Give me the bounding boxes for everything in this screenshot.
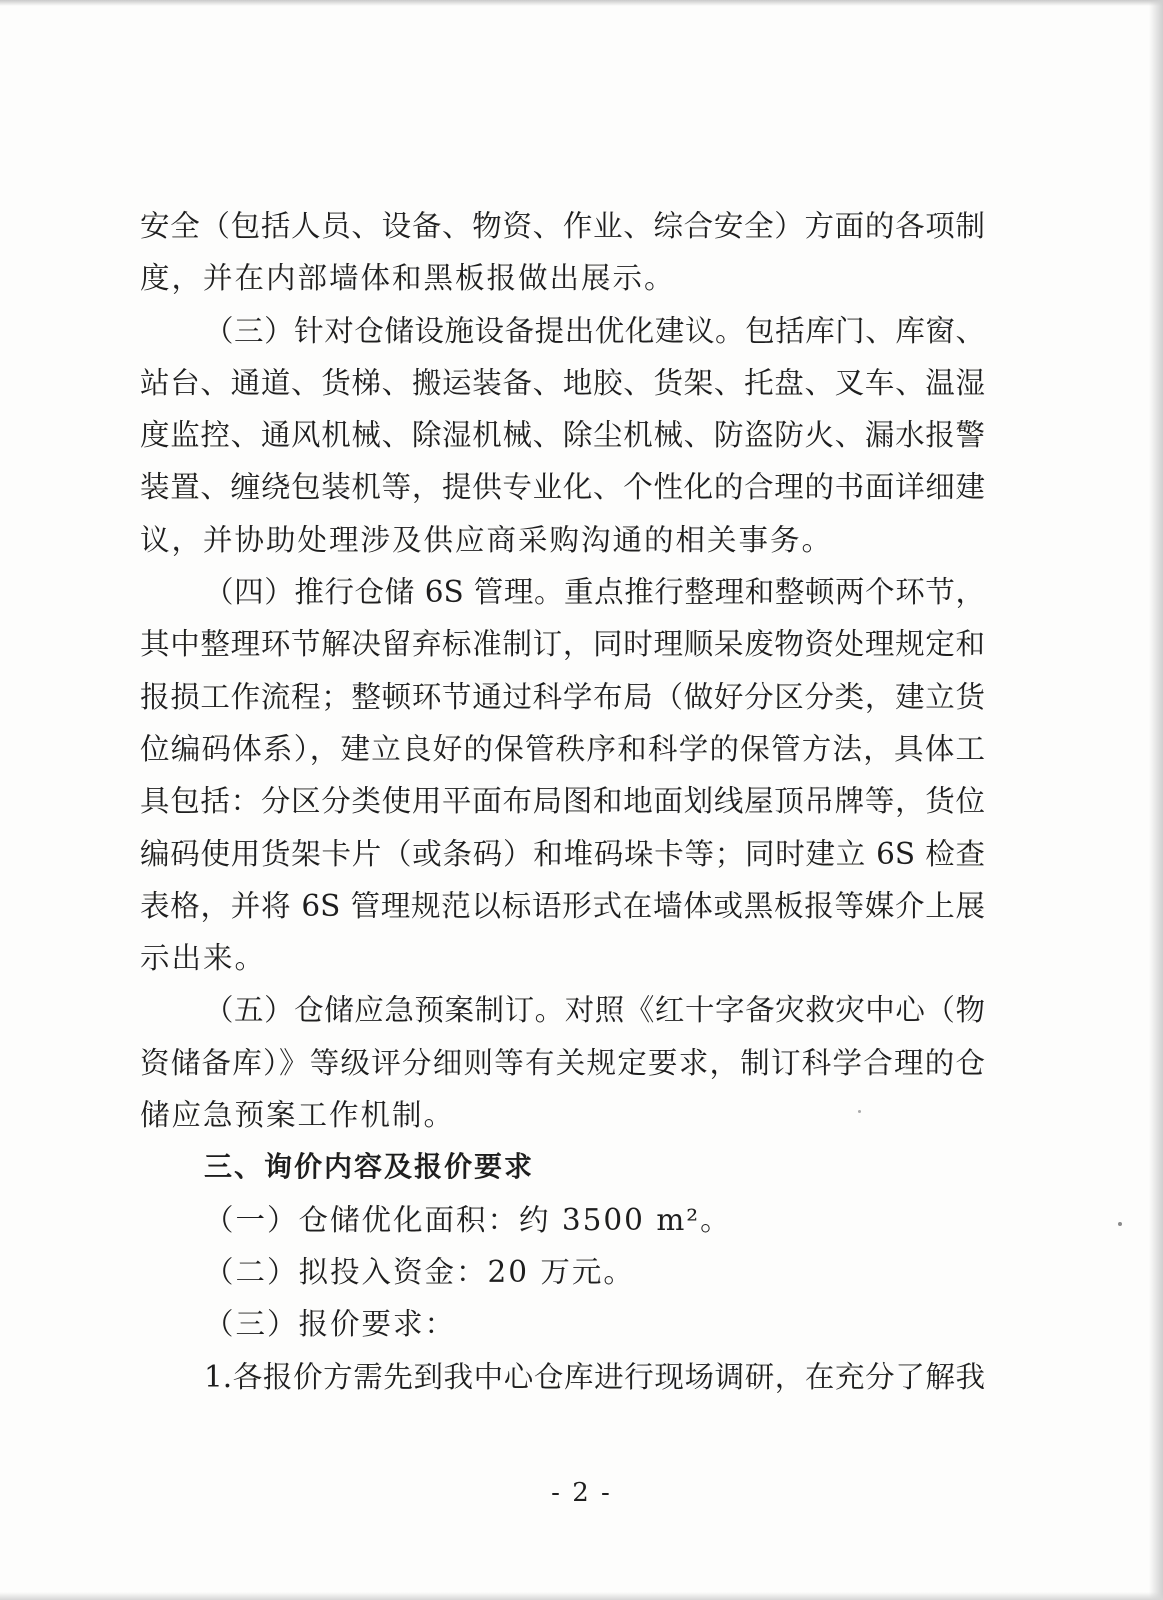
text-line: 资储备库）》等级评分细则等有关规定要求，制订科学合理的仓 [140, 1045, 985, 1080]
numbered-item-1: 1.各报价方需先到我中心仓库进行现场调研，在充分了解我 [204, 1359, 985, 1394]
text-line: 装置、缠绕包装机等，提供专业化、个性化的合理的书面详细建 [140, 470, 985, 505]
text-line: 站台、通道、货梯、搬运装备、地胶、货架、托盘、叉车、温湿 [140, 365, 985, 400]
text-line: 议，并协助处理涉及供应商采购沟通的相关事务。 [140, 522, 834, 557]
text-line: 位编码体系），建立良好的保管秩序和科学的保管方法，具体工 [140, 731, 985, 766]
page-number: - 2 - [551, 1478, 612, 1508]
paragraph-3-line: （三）针对仓储设施设备提出优化建议。包括库门、库窗、 [204, 313, 985, 348]
text-line: 编码使用货架卡片（或条码）和堆码垛卡等；同时建立 6S 检查 [140, 836, 985, 871]
paragraph-4-line: （四）推行仓储 6S 管理。重点推行整理和整顿两个环节， [204, 575, 985, 610]
text-line: 表格，并将 6S 管理规范以标语形式在墙体或黑板报等媒介上展 [140, 888, 985, 923]
section-heading: 三、询价内容及报价要求 [204, 1150, 535, 1184]
scan-shadow-bottom [0, 1592, 1163, 1600]
text-line: 其中整理环节解决留弃标准制订，同时理顺呆废物资处理规定和 [140, 627, 985, 662]
scan-shadow-top [0, 0, 1163, 6]
paragraph-5-line: （五）仓储应急预案制订。对照《红十字备灾救灾中心（物 [204, 993, 985, 1028]
list-item-budget: （二）拟投入资金：20 万元。 [204, 1254, 635, 1289]
text-line: 示出来。 [140, 941, 267, 976]
list-item-quote-requirements: （三）报价要求： [204, 1307, 457, 1342]
text-line: 安全（包括人员、设备、物资、作业、综合安全）方面的各项制 [140, 209, 985, 243]
text-line: 度监控、通风机械、除湿机械、除尘机械、防盗防火、漏水报警 [140, 418, 985, 453]
document-body [140, 200, 985, 1403]
text-line: 报损工作流程；整顿环节通过科学布局（做好分区分类，建立货 [140, 679, 985, 714]
scan-shadow-right [1149, 0, 1163, 1600]
text-line: 度，并在内部墙体和黑板报做出展示。 [140, 261, 676, 296]
text-line: 储应急预案工作机制。 [140, 1098, 456, 1133]
scan-speck [1118, 1222, 1122, 1226]
list-item-area: （一）仓储优化面积：约 3500 m²。 [204, 1202, 732, 1237]
text-line: 具包括：分区分类使用平面布局图和地面划线屋顶吊牌等，货位 [140, 784, 985, 819]
